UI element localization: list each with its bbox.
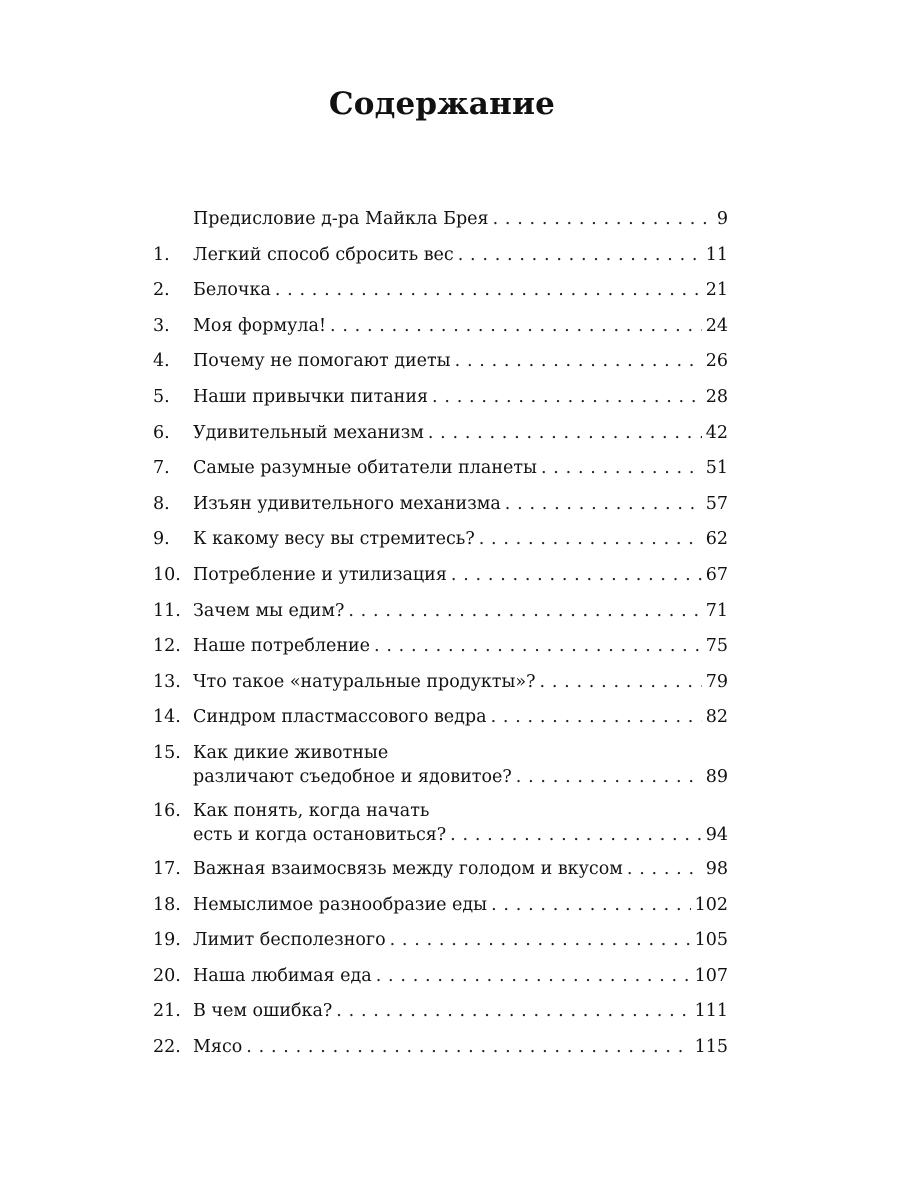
chapter-title-line: К какому весу вы стремитесь?: [193, 529, 475, 550]
page-number: 21: [705, 280, 728, 301]
chapter-title-line: Как понять, когда начать: [193, 800, 430, 821]
page-number: 111: [694, 1001, 728, 1022]
chapter-title-line: В чем ошибка?: [193, 1001, 333, 1022]
chapter-number: 5.: [153, 386, 170, 407]
chapter-number: 8.: [153, 493, 170, 514]
page-number: 89: [705, 766, 728, 787]
chapter-number: 3.: [153, 315, 170, 336]
toc-entry[interactable]: [153, 456, 728, 480]
dot-leader: [246, 1035, 690, 1059]
toc-entry[interactable]: [153, 314, 728, 338]
chapter-number: 20.: [153, 965, 181, 986]
chapter-title-line: Изъян удивительного механизма: [193, 493, 501, 514]
page-number: 71: [705, 600, 728, 621]
chapter-number: 14.: [153, 707, 181, 728]
chapter-title-line: Самые разумные обитатели планеты: [193, 458, 537, 479]
chapter-number: 17.: [153, 858, 181, 879]
toc-entry[interactable]: [153, 857, 728, 881]
chapter-title-line: Немыслимое разнообразие еды: [193, 894, 488, 915]
toc-entry[interactable]: [153, 964, 728, 988]
chapter-title-line: Лимит бесполезного: [193, 930, 386, 951]
dot-leader: [479, 527, 702, 551]
chapter-title-line: Предисловие д-ра Майкла Брея: [193, 209, 489, 229]
page-title: Содержание: [328, 86, 556, 122]
dot-leader: [376, 964, 691, 988]
page-number: 26: [705, 351, 728, 372]
page-number: 82: [705, 707, 728, 728]
page-number: 62: [705, 529, 728, 550]
page-number: 57: [705, 493, 728, 514]
toc-entry[interactable]: [153, 1035, 728, 1059]
dot-leader: [516, 765, 702, 789]
chapter-title-line: есть и когда остановиться?: [193, 824, 447, 845]
toc-entry[interactable]: [153, 207, 728, 231]
chapter-number: 10.: [153, 564, 181, 585]
toc-entry[interactable]: [153, 278, 728, 302]
toc-entry[interactable]: [153, 999, 728, 1023]
chapter-number: 16.: [153, 800, 181, 821]
chapter-number: 11.: [153, 600, 181, 621]
chapter-title-line: различают съедобное и ядовитое?: [193, 766, 512, 787]
chapter-number: 1.: [153, 244, 170, 265]
page-number: 115: [694, 1036, 728, 1057]
page-number: 105: [694, 930, 728, 951]
chapter-title-line: Моя формула!: [193, 315, 326, 336]
toc-entry[interactable]: [153, 928, 728, 952]
chapter-title-line: Что такое «натуральные продукты»?: [193, 671, 536, 692]
dot-leader: [540, 670, 702, 694]
chapter-title-line: Почему не помогают диеты: [193, 351, 451, 372]
chapter-number: 6.: [153, 422, 170, 443]
chapter-number: 13.: [153, 671, 181, 692]
page-number: 67: [705, 564, 728, 585]
chapter-title-line: Мясо: [193, 1036, 243, 1057]
dot-leader: [330, 314, 702, 338]
toc-entry[interactable]: [153, 741, 728, 789]
toc-entry[interactable]: [153, 670, 728, 694]
chapter-number: 7.: [153, 458, 170, 479]
chapter-number: 4.: [153, 351, 170, 372]
toc-entry[interactable]: [153, 563, 728, 587]
chapter-title-line: Легкий способ сбросить вес: [193, 244, 454, 265]
toc-entry[interactable]: [153, 705, 728, 729]
chapter-title-line: Наши привычки питания: [193, 386, 429, 407]
dot-leader: [275, 278, 702, 302]
chapter-title-line: Наше потребление: [193, 636, 371, 657]
page-number: 11: [705, 244, 728, 265]
dot-leader: [348, 599, 701, 623]
page-number: 102: [694, 894, 728, 915]
dot-leader: [491, 893, 691, 917]
dot-leader: [627, 857, 702, 881]
chapter-title-line: Важная взаимосвязь между голодом и вкусом: [193, 858, 623, 879]
page-number: 51: [705, 458, 728, 479]
toc-entry[interactable]: [153, 243, 728, 267]
chapter-number: 9.: [153, 529, 170, 550]
toc-entry[interactable]: [153, 634, 728, 658]
chapter-title-line: Зачем мы едим?: [193, 600, 345, 621]
dot-leader: [390, 928, 691, 952]
dot-leader: [432, 385, 702, 409]
dot-leader: [428, 421, 702, 445]
chapter-title-line: Белочка: [193, 280, 271, 301]
page-number: 42: [705, 422, 728, 443]
chapter-number: 2.: [153, 280, 170, 301]
dot-leader: [336, 999, 690, 1023]
chapter-title-line: Синдром пластмассового ведра: [193, 707, 487, 728]
dot-leader: [455, 349, 702, 373]
chapter-title-line: Как дикие животные: [193, 742, 389, 763]
chapter-number: 12.: [153, 636, 181, 657]
dot-leader: [505, 492, 702, 516]
page-number: 94: [705, 824, 728, 845]
page-number: 107: [694, 965, 728, 986]
chapter-title-line: Наша любимая еда: [193, 965, 372, 986]
chapter-number: 18.: [153, 894, 181, 915]
dot-leader: [541, 456, 702, 480]
toc-entry[interactable]: [153, 492, 728, 516]
chapter-title-line: Удивительный механизм: [193, 422, 424, 443]
toc-entry[interactable]: [153, 527, 728, 551]
chapter-number: 19.: [153, 930, 181, 951]
toc-entry[interactable]: [153, 349, 728, 373]
toc-entry[interactable]: [153, 421, 728, 445]
dot-leader: [491, 705, 702, 729]
page-number: 98: [705, 858, 728, 879]
toc-entry[interactable]: [153, 799, 728, 847]
toc-entry[interactable]: [153, 385, 728, 409]
page-number: 24: [705, 315, 728, 336]
dot-leader: [458, 243, 702, 267]
chapter-number: 21.: [153, 1001, 181, 1022]
toc-entry[interactable]: [153, 893, 728, 917]
chapter-number: 22.: [153, 1036, 181, 1057]
page-number: 79: [705, 671, 728, 692]
table-of-contents: [153, 207, 728, 1070]
dot-leader: [450, 823, 702, 847]
dot-leader: [493, 207, 713, 231]
dot-leader: [374, 634, 702, 658]
page-number: 28: [705, 386, 728, 407]
chapter-number: 15.: [153, 742, 181, 763]
page-number: 75: [705, 636, 728, 657]
chapter-title-line: Потребление и утилизация: [193, 564, 447, 585]
page-number: 9: [716, 209, 728, 229]
dot-leader: [451, 563, 702, 587]
toc-entry[interactable]: [153, 599, 728, 623]
